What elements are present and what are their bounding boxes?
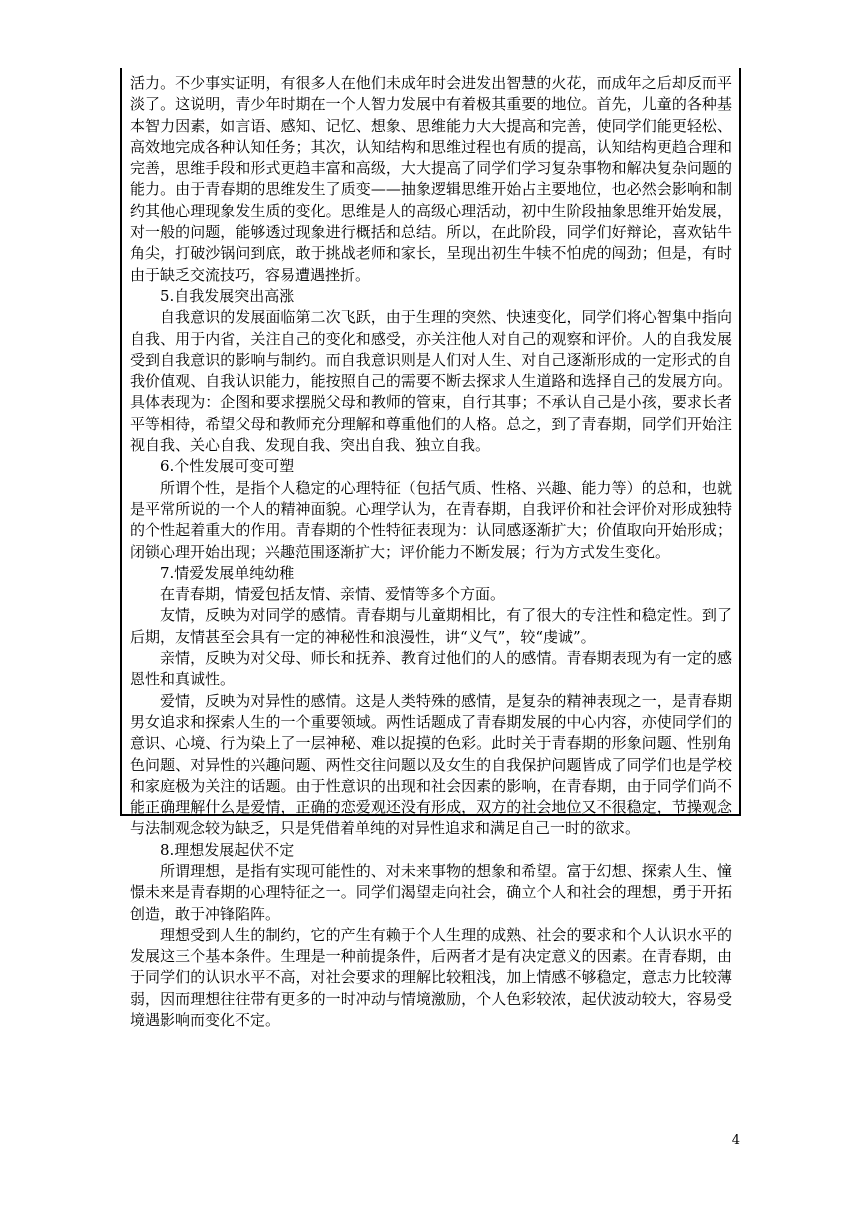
body-paragraph: 友情，反映为对同学的感情。青春期与儿童期相比，有了很大的专注性和稳定性。到了后期，友情甚至会具有一定的神秘性和浪漫性，讲“义气”，较“虔诚”。 xyxy=(130,606,732,646)
body-paragraph: 爱情，反映为对异性的感情。这是人类特殊的感情，是复杂的精神表现之一，是青春期男女追求和探索人生的一个重要领域。两性话题成了青春期发展的中心内容，亦使同学们的意识、心境、行为染上了一层神秘、难以捉摸的色彩。此时关于青春期的形象问题、性别角色问题、对异性的兴趣问题、两性交往问题以及女生的自我保护问题皆成了同学们也是学校和家庭极为关注的话题。由于性意识的出现和社会因素的影响，在青春期，由于同学们尚不能正确理解什么是爱情，正确的恋爱观还没有形成，双方的社会地位又不很稳定，节操观念与法制观念较为缺乏，只是凭借着单纯的对异性追求和满足自己一时的欲求。 xyxy=(130,691,732,838)
section-heading: 5.自我发展突出高涨 xyxy=(160,286,295,305)
section-heading: 6.个性发展可变可塑 xyxy=(160,457,295,476)
body-paragraph: 亲情，反映为对父母、师长和抚养、教育过他们的人的感情。青春期表现为有一定的感恩性和真诚性。 xyxy=(130,649,732,689)
body-paragraph: 理想受到人生的制约，它的产生有赖于个人生理的成熟、社会的要求和个人认识水平的发展这三个基本条件。生理是一种前提条件，后两者才是有决定意义的因素。在青春期，由于同学们的认识水平不高，对社会要求的理解比较粗浅，加上情感不够稳定，意志力比较薄弱，因而理想往往带有更多的一时冲动与情境激励，个人色彩较浓，起伏波动较大，容易受境遇影响而变化不定。 xyxy=(130,925,732,1030)
section-heading: 7.情爱发展单纯幼稚 xyxy=(160,563,295,582)
body-paragraph: 所谓理想，是指有实现可能性的、对未来事物的想象和希望。富于幻想、探索人生、憧憬未来是青春期的心理特征之一。同学们渴望走向社会，确立个人和社会的理想，勇于开拓创造，敢于冲锋陷阵。 xyxy=(130,861,732,923)
body-paragraph: 在青春期，情爱包括友情、亲情、爱情等多个方面。 xyxy=(160,585,506,604)
document-body xyxy=(130,73,732,1031)
page-number: 4 xyxy=(731,1133,740,1148)
body-paragraph: 所谓个性，是指个人稳定的心理特征（包括气质、性格、兴趣、能力等）的总和，也就是平常所说的一个人的精神面貌。心理学认为，在青春期，自我评价和社会评价对形成独特的个性起着重大的作用。青春期的个性特征表现为：认同感逐渐扩大；价值取向开始形成；闭锁心理开始出现；兴趣范围逐渐扩大；评价能力不断发展；行为方式发生变化。 xyxy=(130,478,732,561)
body-paragraph: 活力。不少事实证明，有很多人在他们未成年时会进发出智慧的火花，而成年之后却反而平淡了。这说明，青少年时期在一个人智力发展中有着极其重要的地位。首先，儿童的各种基本智力因素，如言语、感知、记忆、想象、思维能力大大提高和完善，使同学们能更轻松、高效地完成各种认知任务；其次，认知结构和思维过程也有质的提高，认知结构更趋合理和完善，思维手段和形式更趋丰富和高级，大大提高了同学们学习复杂事物和解决复杂问题的能力。由于青春期的思维发生了质变——抽象逻辑思维开始占主要地位，也必然会影响和制约其他心理现象发生质的变化。思维是人的高级心理活动，初中生阶段抽象思维开始发展，对一般的问题，能够透过现象进行概括和总结。所以，在此阶段，同学们好辩论，喜欢钻牛角尖，打破沙锅问到底，敢于挑战老师和家长，呈现出初生牛犊不怕虎的闯劲；但是，有时由于缺乏交流技巧，容易遭遇挫折。 xyxy=(130,74,732,284)
body-paragraph: 自我意识的发展面临第二次飞跃，由于生理的突然、快速变化，同学们将心智集中指向自我、用于内省，关注自己的变化和感受，亦关注他人对自己的观察和评价。人的自我发展受到自我意识的影响与制约。而自我意识则是人们对人生、对自己逐渐形成的一定形式的自我价值观、自我认识能力，能按照自己的需要不断去探求人生道路和选择自己的发展方向。具体表现为：企图和要求摆脱父母和教师的管束，自行其事；不承认自己是小孩，要求长者平等相待，希望父母和教师充分理解和尊重他们的人格。总之，到了青春期，同学们开始注视自我、关心自我、发现自我、突出自我、独立自我。 xyxy=(130,308,732,455)
section-heading: 8.理想发展起伏不定 xyxy=(160,840,295,859)
